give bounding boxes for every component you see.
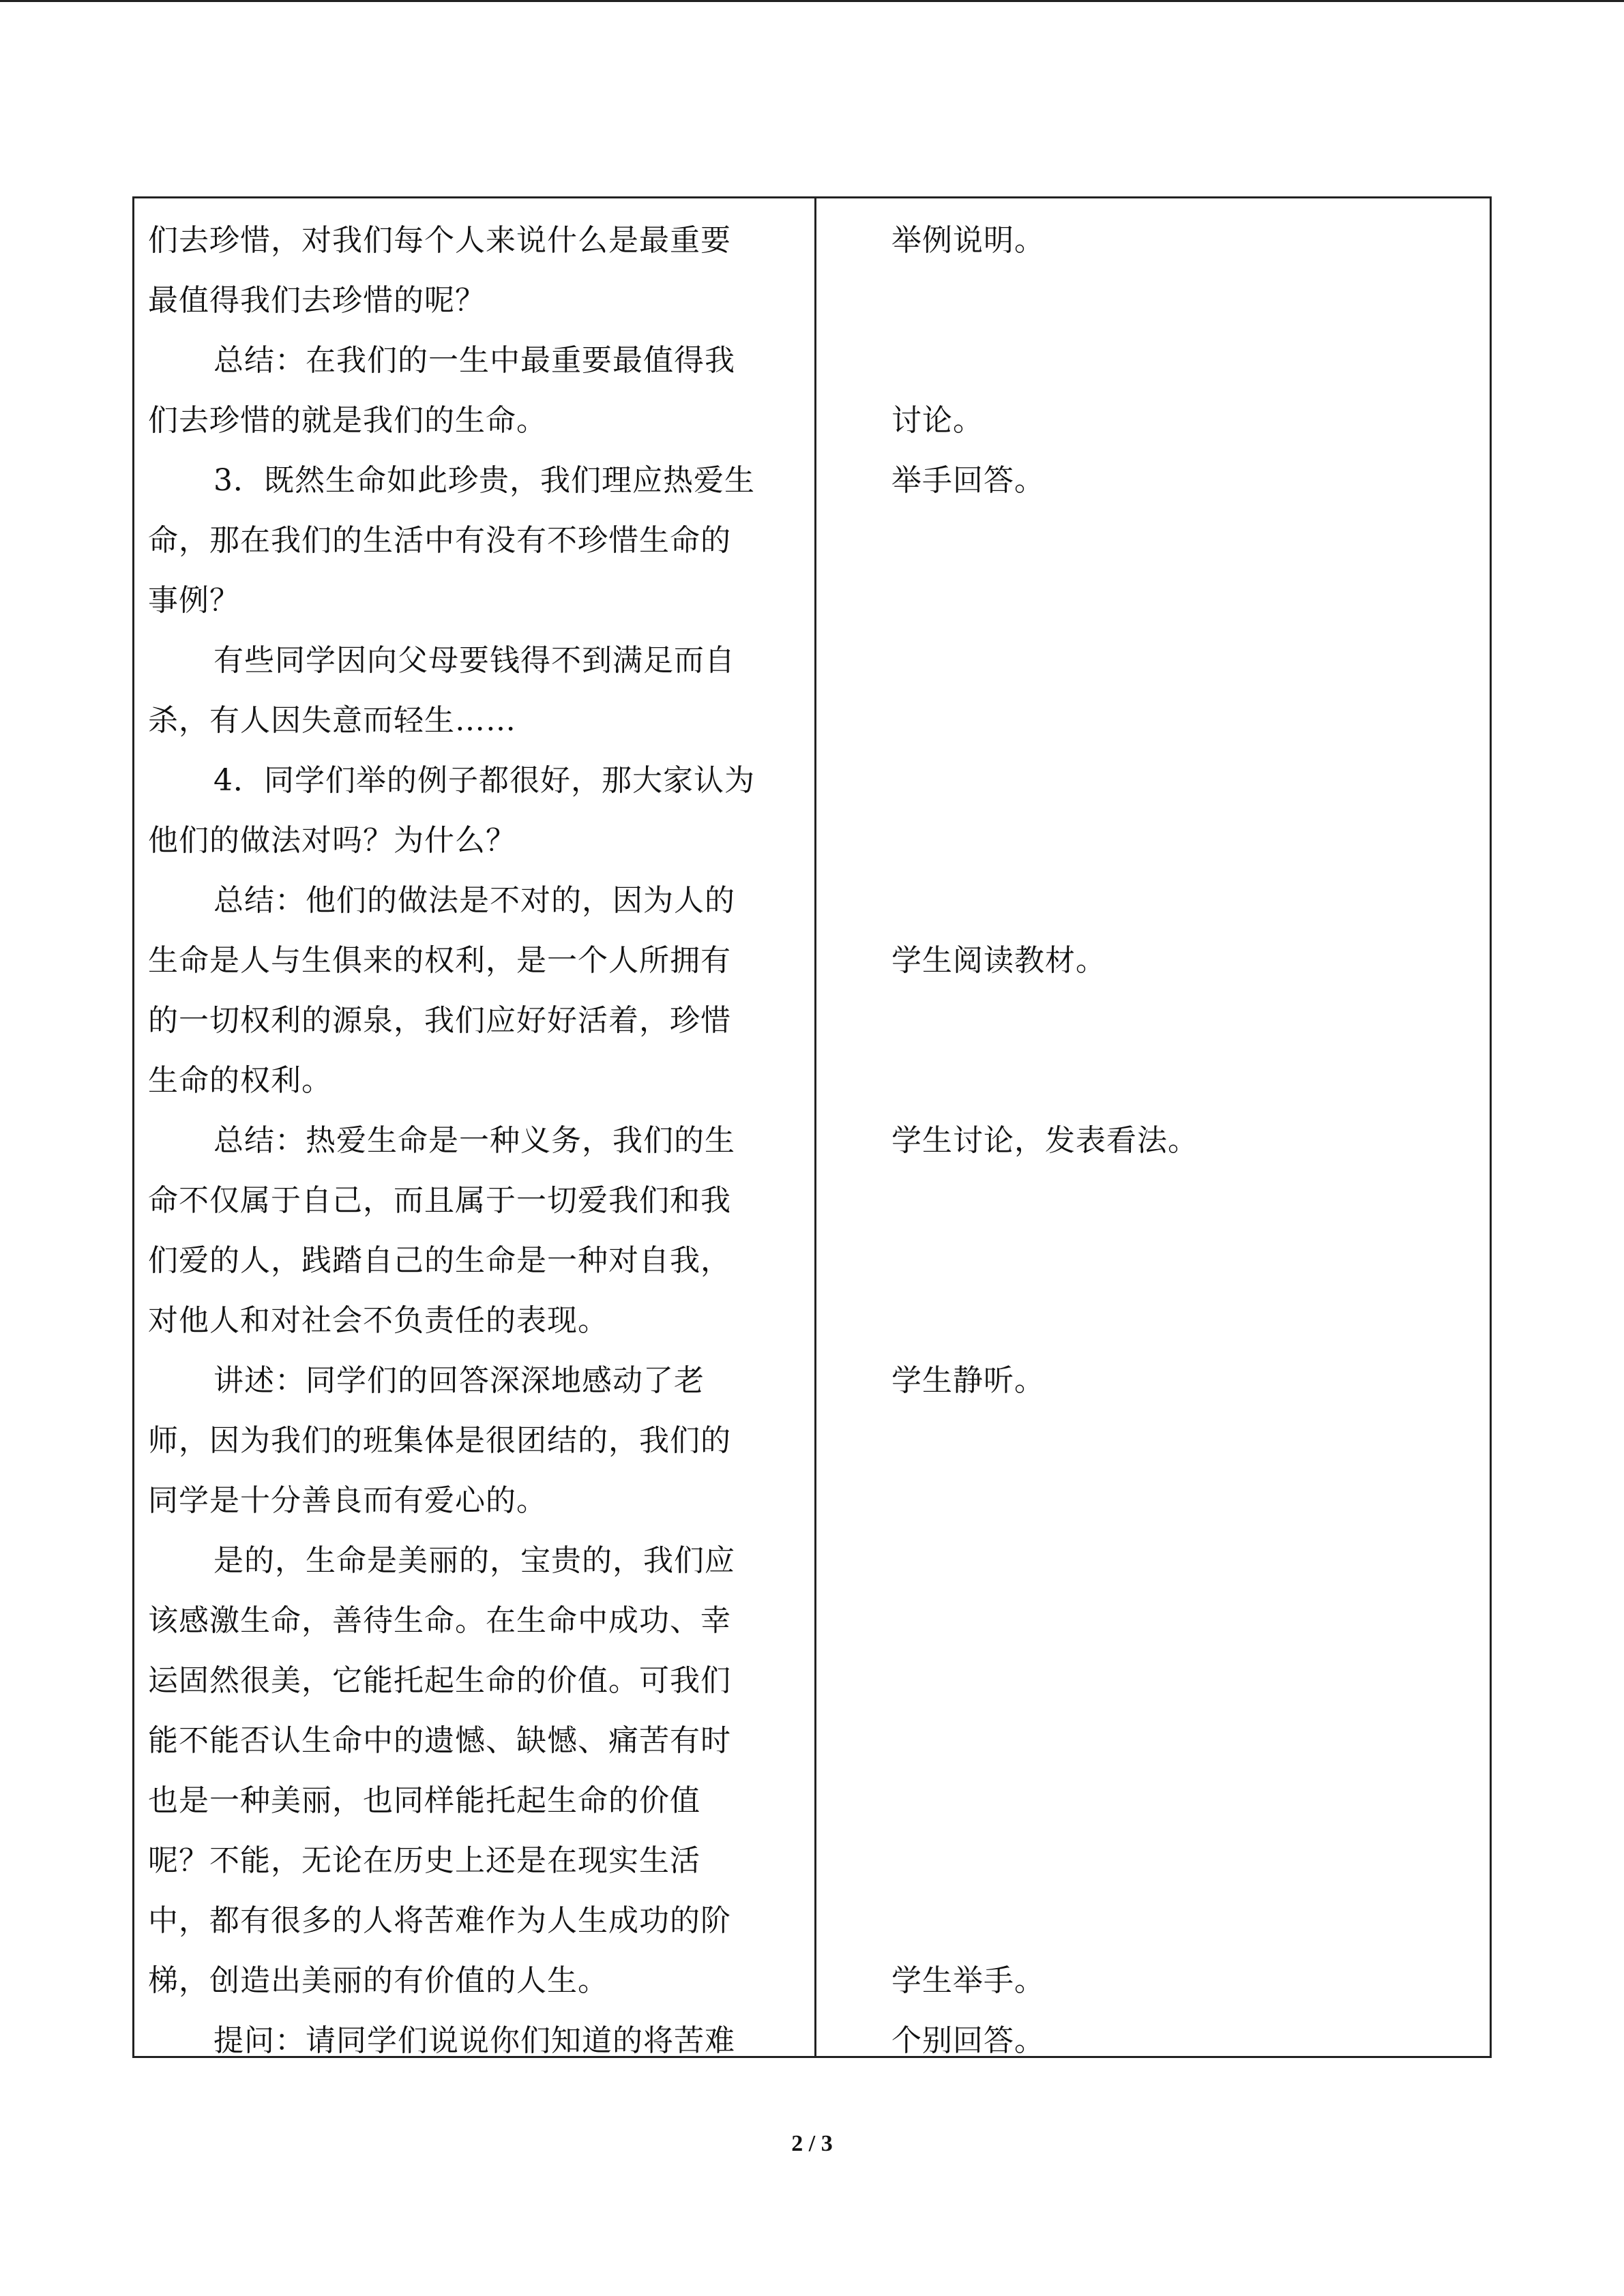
text-line: 们去珍惜，对我们每个人来说什么是最重要 — [148, 223, 731, 258]
student-activity-line: 举例说明。 — [891, 223, 1045, 258]
text-line: 他们的做法对吗？为什么？ — [148, 823, 516, 858]
text-line: 也是一种美丽，也同样能托起生命的价值 — [148, 1783, 700, 1818]
text-line: 3．既然生命如此珍贵，我们理应热爱生 — [213, 463, 755, 498]
text-line: 中，都有很多的人将苦难作为人生成功的阶 — [148, 1903, 731, 1938]
text-line: 有些同学因向父母要钱得不到满足而自 — [213, 643, 735, 678]
student-activity-line: 学生举手。 — [891, 1963, 1045, 1998]
text-line: 该感激生命，善待生命。在生命中成功、幸 — [148, 1603, 731, 1638]
text-line: 总结：在我们的一生中最重要最值得我 — [213, 343, 735, 378]
text-line: 师，因为我们的班集体是很团结的，我们的 — [148, 1423, 731, 1458]
student-activity-line: 讨论。 — [891, 403, 984, 438]
student-activity-line: 个别回答。 — [891, 2023, 1045, 2058]
student-activity-line: 学生静听。 — [891, 1363, 1045, 1398]
text-line: 最值得我们去珍惜的呢？ — [148, 283, 486, 318]
text-line: 能不能否认生命中的遗憾、缺憾、痛苦有时 — [148, 1723, 731, 1758]
top-border-rule — [0, 0, 1624, 2]
text-line: 梯，创造出美丽的有价值的人生。 — [148, 1963, 608, 1998]
text-line: 们去珍惜的就是我们的生命。 — [148, 403, 547, 438]
column-divider — [814, 198, 816, 2056]
lesson-table — [132, 196, 1492, 2058]
student-activity-line: 学生讨论，发表看法。 — [891, 1123, 1198, 1158]
text-line: 生命是人与生俱来的权利，是一个人所拥有 — [148, 943, 731, 978]
text-line: 4．同学们举的例子都很好，那大家认为 — [213, 763, 755, 798]
text-line: 的一切权利的源泉，我们应好好活着，珍惜 — [148, 1003, 731, 1038]
text-line: 是的，生命是美丽的，宝贵的，我们应 — [213, 1543, 735, 1578]
text-line: 对他人和对社会不负责任的表现。 — [148, 1303, 608, 1338]
text-line: 讲述：同学们的回答深深地感动了老 — [213, 1363, 705, 1398]
text-line: 运固然很美，它能托起生命的价值。可我们 — [148, 1663, 731, 1698]
text-line: 总结：热爱生命是一种义务，我们的生 — [213, 1123, 735, 1158]
text-line: 呢？不能，无论在历史上还是在现实生活 — [148, 1843, 700, 1878]
text-line: 们爱的人，践踏自己的生命是一种对自我， — [148, 1243, 731, 1278]
student-activity-line: 举手回答。 — [891, 463, 1045, 498]
text-line: 总结：他们的做法是不对的，因为人的 — [213, 883, 735, 918]
text-line: 杀，有人因失意而轻生…… — [148, 703, 516, 738]
student-activity-line: 学生阅读教材。 — [891, 943, 1106, 978]
text-line: 同学是十分善良而有爱心的。 — [148, 1483, 547, 1518]
text-line: 事例？ — [148, 583, 240, 618]
text-line: 提问：请同学们说说你们知道的将苦难 — [213, 2023, 735, 2058]
text-line: 命，那在我们的生活中有没有不珍惜生命的 — [148, 523, 731, 558]
page-number: 2 / 3 — [791, 2131, 833, 2156]
text-line: 生命的权利。 — [148, 1063, 332, 1098]
text-line: 命不仅属于自己，而且属于一切爱我们和我 — [148, 1183, 731, 1218]
